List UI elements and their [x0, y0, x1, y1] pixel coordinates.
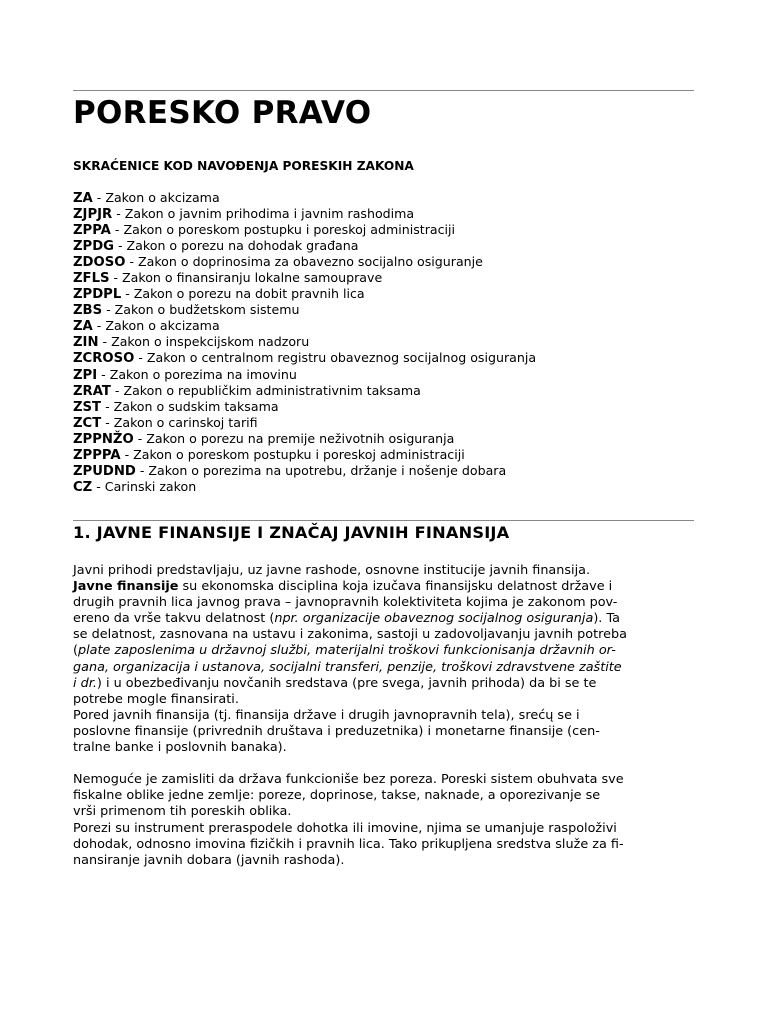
- abbreviation-item: [73, 206, 703, 222]
- body-line: [73, 660, 703, 676]
- abbreviation-code: ZRAT: [73, 383, 111, 399]
- body-line: [73, 708, 703, 724]
- abbreviation-code: ZDOSO: [73, 255, 126, 271]
- abbreviation-item: [73, 318, 703, 334]
- body-text-segment: dohodak, odnosno imovina fizičkih i pravnih lica. Tako prikupljena sredstva služe za fi-: [73, 836, 624, 852]
- abbreviation-text: - Zakon o porezu na premije neživotnih osiguranja: [133, 430, 455, 446]
- body-text-segment: poslovne finansije (privrednih društava i preduzetnika) i monetarne finansije (cen-: [73, 723, 600, 739]
- body-text-segment: Pored javnih finansija (tj. finansija države i drugih javnopravnih tela), srećų se i: [73, 707, 580, 723]
- abbreviation-text: - Zakon o finansiranju lokalne samouprave: [109, 270, 383, 286]
- abbreviation-code: ZCROSO: [73, 351, 135, 367]
- abbreviation-item: [73, 222, 703, 238]
- italic-text: gana, organizacija i ustanova, socijalni transferi, penzije, troškovi zdravstvene zaštite: [73, 659, 622, 675]
- body-line: [73, 676, 703, 692]
- abbreviation-text: - Zakon o porezima na imovinu: [97, 366, 297, 382]
- body-line: [73, 740, 703, 756]
- abbreviation-item: [73, 270, 703, 286]
- abbreviation-item: [73, 334, 703, 350]
- abbreviation-code: ZPDG: [73, 239, 114, 255]
- section-title: 1. JAVNE FINANSIJE I ZNAČAJ JAVNIH FINANSIJA: [73, 523, 510, 542]
- body-line: [73, 579, 703, 595]
- abbreviation-text: - Zakon o doprinosima za obavezno socijalno osiguranje: [125, 254, 483, 270]
- abbreviation-item: [73, 350, 703, 366]
- body-line: [73, 643, 703, 659]
- body-text-segment: Nemoguće je zamisliti da država funkcioniše bez poreza. Poreski sistem obuhvata sve: [73, 772, 624, 788]
- abbreviations-heading: SKRAĆENICE KOD NAVOĐENJA PORESKIH ZAKONA: [73, 159, 414, 173]
- body-line: [73, 724, 703, 740]
- abbreviation-item: [73, 367, 703, 383]
- abbreviation-code: CZ: [73, 479, 93, 495]
- body-text-segment: (: [73, 643, 78, 659]
- body-text-segment: Javni prihodi predstavljaju, uz javne rashode, osnovne institucije javnih finansija.: [73, 563, 591, 578]
- body-text-segment: tralne banke i poslovnih banaka).: [73, 740, 287, 756]
- body-text: [73, 563, 703, 869]
- abbreviation-text: - Zakon o akcizama: [92, 318, 220, 334]
- body-line: [73, 837, 703, 853]
- page-title: PORESKO PRAVO: [73, 95, 372, 131]
- body-text-segment: ). Ta: [593, 611, 620, 627]
- italic-text: plate zaposlenima u državnoj službi, materijalni troškovi funkcionisanja državnih or-: [78, 643, 616, 659]
- abbreviation-item: [73, 479, 703, 495]
- abbreviation-code: ZST: [73, 399, 102, 415]
- abbreviation-text: - Zakon o poreskom postupku i poreskoj administraciji: [110, 222, 456, 238]
- abbreviation-code: ZBS: [73, 303, 103, 319]
- abbreviation-text: - Zakon o porezima na upotrebu, držanje i nošenje dobara: [135, 462, 507, 478]
- body-text-segment: potrebe mogle finansirati.: [73, 691, 239, 707]
- bold-term: Javne finansije: [73, 579, 179, 595]
- body-line: [73, 821, 703, 837]
- body-line: [73, 788, 703, 804]
- body-line: [73, 611, 703, 627]
- abbreviation-item: [73, 254, 703, 270]
- body-text-segment: se delatnost, zasnovana na ustavu i zakonima, sastoji u zadovoljavanju javnih potreba: [73, 627, 627, 643]
- body-text-segment: su ekonomska disciplina koja izučava finansijsku delatnost države i: [178, 579, 613, 595]
- body-text-segment: ) i u obezbeđivanju novčanih sredstava (pre svega, javnih prihoda) da bi se te: [96, 675, 597, 691]
- body-line: [73, 853, 703, 869]
- body-line: [73, 627, 703, 643]
- abbreviation-text: - Zakon o sudskim taksama: [101, 398, 279, 414]
- abbreviations-list: [73, 190, 703, 495]
- abbreviation-code: ZPDPL: [73, 287, 122, 303]
- body-text-segment: vrši primenom tih poreskih oblika.: [73, 804, 292, 820]
- abbreviation-text: - Zakon o budžetskom sistemu: [102, 302, 300, 318]
- abbreviation-code: ZJPJR: [73, 207, 113, 223]
- abbreviation-code: ZPPA: [73, 223, 111, 239]
- abbreviation-item: [73, 286, 703, 302]
- top-divider: [73, 90, 694, 91]
- body-text-segment: ereno da vrše takvu delatnost (: [73, 611, 275, 627]
- abbreviation-code: ZIN: [73, 335, 99, 351]
- abbreviation-text: - Zakon o akcizama: [92, 190, 220, 205]
- abbreviation-item: [73, 447, 703, 463]
- abbreviation-text: - Zakon o javnim prihodima i javnim rashodima: [112, 206, 415, 222]
- body-line: [73, 772, 703, 788]
- body-text-segment: nansiranje javnih dobara (javnih rashoda).: [73, 852, 345, 868]
- abbreviation-code: ZPUDND: [73, 463, 136, 479]
- abbreviation-text: - Zakon o centralnom registru obaveznog socijalnog osiguranja: [134, 350, 537, 366]
- italic-text: npr. organizacije obaveznog socijalnog osiguranja: [274, 611, 594, 627]
- body-text-segment: fiskalne oblike jedne zemlje: poreze, doprinose, takse, naknade, a oporezivanje se: [73, 788, 601, 804]
- abbreviation-text: - Zakon o carinskoj tarifi: [101, 414, 258, 430]
- abbreviation-item: [73, 238, 703, 254]
- abbreviation-text: - Zakon o republičkim administrativnim taksama: [110, 382, 421, 398]
- body-text-segment: drugih pravnih lica javnog prava – javnopravnih kolektiviteta kojima je zakonom pov-: [73, 595, 618, 611]
- body-text-segment: Porezi su instrument preraspodele dohotka ili imovine, njima se umanjuje raspoloživi: [73, 820, 617, 836]
- abbreviation-code: ZA: [73, 319, 93, 335]
- abbreviation-code: ZPPNŽO: [73, 431, 134, 447]
- abbreviation-code: ZPPPA: [73, 447, 121, 463]
- abbreviation-item: [73, 415, 703, 431]
- abbreviation-code: ZPI: [73, 367, 98, 383]
- abbreviation-code: ZFLS: [73, 271, 110, 287]
- abbreviation-text: - Zakon o inspekcijskom nadzoru: [98, 334, 310, 350]
- abbreviation-text: - Zakon o poreskom postupku i poreskoj administraciji: [120, 446, 465, 462]
- body-line: [73, 692, 703, 708]
- abbreviation-code: ZCT: [73, 415, 102, 431]
- abbreviation-item: [73, 383, 703, 399]
- abbreviation-text: - Carinski zakon: [92, 478, 197, 494]
- body-line: [73, 804, 703, 820]
- abbreviation-item: [73, 190, 703, 206]
- abbreviation-item: [73, 302, 703, 318]
- paragraph-gap: [73, 756, 703, 772]
- abbreviation-code: ZA: [73, 191, 93, 206]
- body-line: [73, 563, 703, 579]
- abbreviation-item: [73, 399, 703, 415]
- body-line: [73, 595, 703, 611]
- abbreviation-item: [73, 431, 703, 447]
- section-divider: [73, 520, 694, 521]
- italic-text: i dr.: [73, 675, 97, 691]
- abbreviation-text: - Zakon o porezu na dobit pravnih lica: [121, 286, 365, 302]
- abbreviation-text: - Zakon o porezu na dohodak građana: [114, 238, 359, 254]
- abbreviation-item: [73, 463, 703, 479]
